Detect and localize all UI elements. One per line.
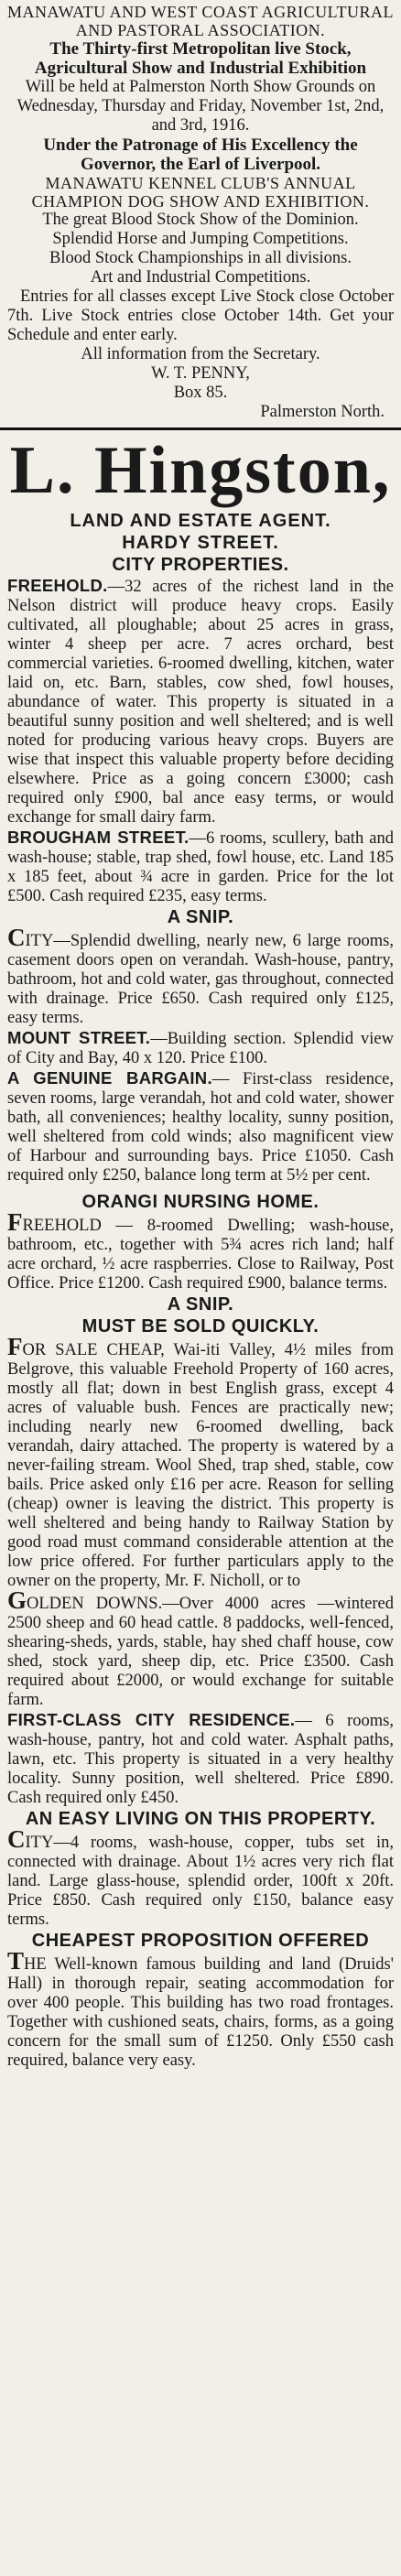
- cheapest-heading: CHEAPEST PROPOSITION OFFERED: [31, 1931, 370, 1951]
- show-subtitle: The Thirty-first Metropolitan live Stock, Agricultural Show and Industrial Exhibition: [34, 39, 367, 78]
- secretary-name: W. T. PENNY,: [151, 364, 250, 383]
- druids-hall-listing: [7, 1947, 394, 2071]
- horse-jumping-line: Splendid Horse and Jumping Competitions.: [52, 230, 349, 248]
- show-dates: Will be held at Palmerston North Show Grounds on Wednesday, Thursday and Friday, November 1st, 2nd, and 3rd, 1916.: [16, 78, 385, 135]
- brougham-text: —6 rooms, scullery, bath and wash-house; stable, trap shed, fowl house, etc. Land 185 x 185 feet, about ¾ acre in garden. Price for the lot £500. Cash required £235, easy terms.: [7, 829, 394, 905]
- snip-heading-2: A SNIP.: [167, 1294, 234, 1315]
- brougham-listing: [7, 828, 394, 906]
- golden-drop-cap: G: [7, 1586, 27, 1614]
- patronage-line: Under the Patronage of His Excellency the Governor, the Earl of Liverpool.: [43, 135, 358, 174]
- golden-downs-listing: [7, 1586, 394, 1710]
- mount-street-text: —Building section. Splendid view of City and Bay, 40 x 120. Price £100.: [7, 1030, 394, 1067]
- agent-title: LAND AND ESTATE AGENT.: [70, 511, 331, 531]
- druids-hall-text: HE Well-known famous building and land (Druids' Hall) in thorough repair, seating accommodation for over 400 people. This building has two road frontages. Together with cushioned seats, chairs, forms, as a going concern for the small sum of £1250. Only £550 cash required, balance very easy.: [7, 1955, 394, 2070]
- city-properties-heading: CITY PROPERTIES.: [112, 555, 289, 575]
- freehold-listing: [7, 576, 394, 828]
- mount-street-listing: [7, 1028, 394, 1068]
- orangi-heading: ORANGI NURSING HOME.: [81, 1192, 320, 1212]
- association-title: MANAWATU AND WEST COAST AGRICULTURAL AND PASTORAL ASSOCIATION.: [7, 3, 394, 39]
- first-class-text: — 6 rooms, wash-house, pantry, hot and cold water. Asphalt paths, lawn, etc. This property is situated in a very healthy locality. Sunny position, well sheltered. Price £890. Cash required only £450.: [7, 1712, 395, 1807]
- land-agent-advertisement: [0, 432, 401, 2074]
- for-sale-drop-cap: F: [7, 1333, 23, 1360]
- orangi-listing: [7, 1208, 394, 1293]
- agent-name: L. Hingston,: [9, 433, 392, 508]
- bloodstock-line: The great Blood Stock Show of the Dominion.: [42, 211, 359, 229]
- golden-downs-text: OLDEN DOWNS.—Over 4000 acres —wintered 2500 sheep and 60 head cattle. 8 paddocks, well-fenced, shearing-sheds, yards, stable, hay shed chaff house, cow shed, stock yard, sheep dip, etc. Price £3500. Cash required about £2000, or would exchange for suitable farm.: [7, 1595, 394, 1709]
- city-garden-listing: [7, 1825, 394, 1930]
- easy-living-heading: AN EASY LIVING ON THIS PROPERTY.: [25, 1809, 376, 1829]
- city-drop-cap: C: [7, 924, 26, 951]
- for-sale-listing: [7, 1333, 394, 1591]
- sold-quickly-heading: MUST BE SOLD QUICKLY.: [81, 1316, 320, 1337]
- city-garden-drop-cap: C: [7, 1825, 26, 1853]
- druids-drop-cap: T: [7, 1947, 25, 1975]
- orangi-drop-cap: F: [7, 1208, 23, 1236]
- brougham-lead: BROUGHAM STREET.: [7, 828, 190, 847]
- championships-line: Blood Stock Championships in all divisions.: [49, 249, 352, 267]
- box-number: Box 85.: [173, 384, 228, 402]
- entries-text: Entries for all classes except Live Stock close October 7th. Live Stock entries close October 14th. Get your Schedule and enter early.: [7, 287, 394, 344]
- mount-street-lead: MOUNT STREET.: [7, 1028, 151, 1047]
- first-class-listing: [7, 1710, 394, 1808]
- freehold-text: —32 acres of the richest land in the Nelson district will produce heavy crops. Easily cultivated, all ploughable; about 25 acres in grass, winter 4 sheep per acre. 7 acres orchard, best commercial varieties. 6-roomed dwelling, kitchen, water laid on, etc. Barn, stables, cow shed, fowl houses, abundance of water. This property is situated in a beautiful sunny position and well sheltered; and is well noted for producing various heavy crops. Buyers are wise that inspect this valuable property before deciding elsewhere. Price as a going concern £3000; cash required only £900, bal ance easy terms, or would exchange for small dairy farm.: [7, 578, 394, 827]
- freehold-lead: FREEHOLD.: [7, 576, 108, 595]
- kennel-club-line: MANAWATU KENNEL CLUB'S ANNUAL CHAMPION DOG SHOW AND EXHIBITION.: [31, 174, 370, 211]
- place-name: Palmerston North.: [260, 403, 385, 421]
- city-dwelling-text: ITY—Splendid dwelling, nearly new, 6 large rooms, casement doors open on verandah. Wash-house, pantry, bathroom, hot and cold water, gas throughout, connected with drainage. Price £650. Cash required only £125, easy terms.: [7, 932, 394, 1027]
- divider-rule: [0, 428, 401, 430]
- snip-heading: A SNIP.: [167, 907, 234, 927]
- city-dwelling-listing: [7, 924, 394, 1028]
- first-class-lead: FIRST-CLASS CITY RESIDENCE.: [7, 1710, 296, 1729]
- agent-address: HARDY STREET.: [122, 533, 279, 553]
- city-garden-text: ITY—4 rooms, wash-house, copper, tubs set in, connected with drainage. About 1½ acres very rich flat land. Large glass-house, splendid order, 100ft x 20ft. Price £850. Cash required only £150, balance easy terms.: [7, 1834, 394, 1929]
- show-advertisement: [0, 0, 401, 426]
- bargain-listing: [7, 1068, 394, 1185]
- bargain-text: — First-class residence, seven rooms, large verandah, hot and cold water, shower bath, all conveniences; healthy locality, sunny position, well sheltered from cold winds; also magnificent view of Harbour and surrounding bays. Price £1050. Cash required only £250, balance long term at 5½ per cent.: [7, 1070, 394, 1185]
- art-industrial-line: Art and Industrial Competitions.: [90, 268, 311, 287]
- orangi-text: REEHOLD — 8-roomed Dwelling; wash-house, bathroom, etc., together with 5¾ acres rich land; half acre orchard, ½ acre raspberries. Close to Railway, Post Office. Price £1200. Cash required £900, balance terms.: [7, 1217, 394, 1293]
- info-line: All information from the Secretary.: [81, 345, 320, 363]
- bargain-lead: A GENUINE BARGAIN.: [7, 1068, 212, 1088]
- for-sale-text: OR SALE CHEAP, Wai-iti Valley, 4½ miles from Belgrove, this valuable Freehold Property of 160 acres, mostly all flat; down in best English grass, except 4 acres of valuable bush. Fences are practically new; including nearly new 6-roomed dwelling, back verandah, dairy attached. The property is watered by a never-failing stream. Wool Shed, trap shed, stable, cow bails. Price asked only £16 per acre. Reason for selling (cheap) owner is leaving the district. This property is well sheltered and being handy to Railway Station by good road must command considerable attention at the low price offered. For further particulars apply to the owner on the property, Mr. F. Nicholl, or to: [7, 1341, 394, 1590]
